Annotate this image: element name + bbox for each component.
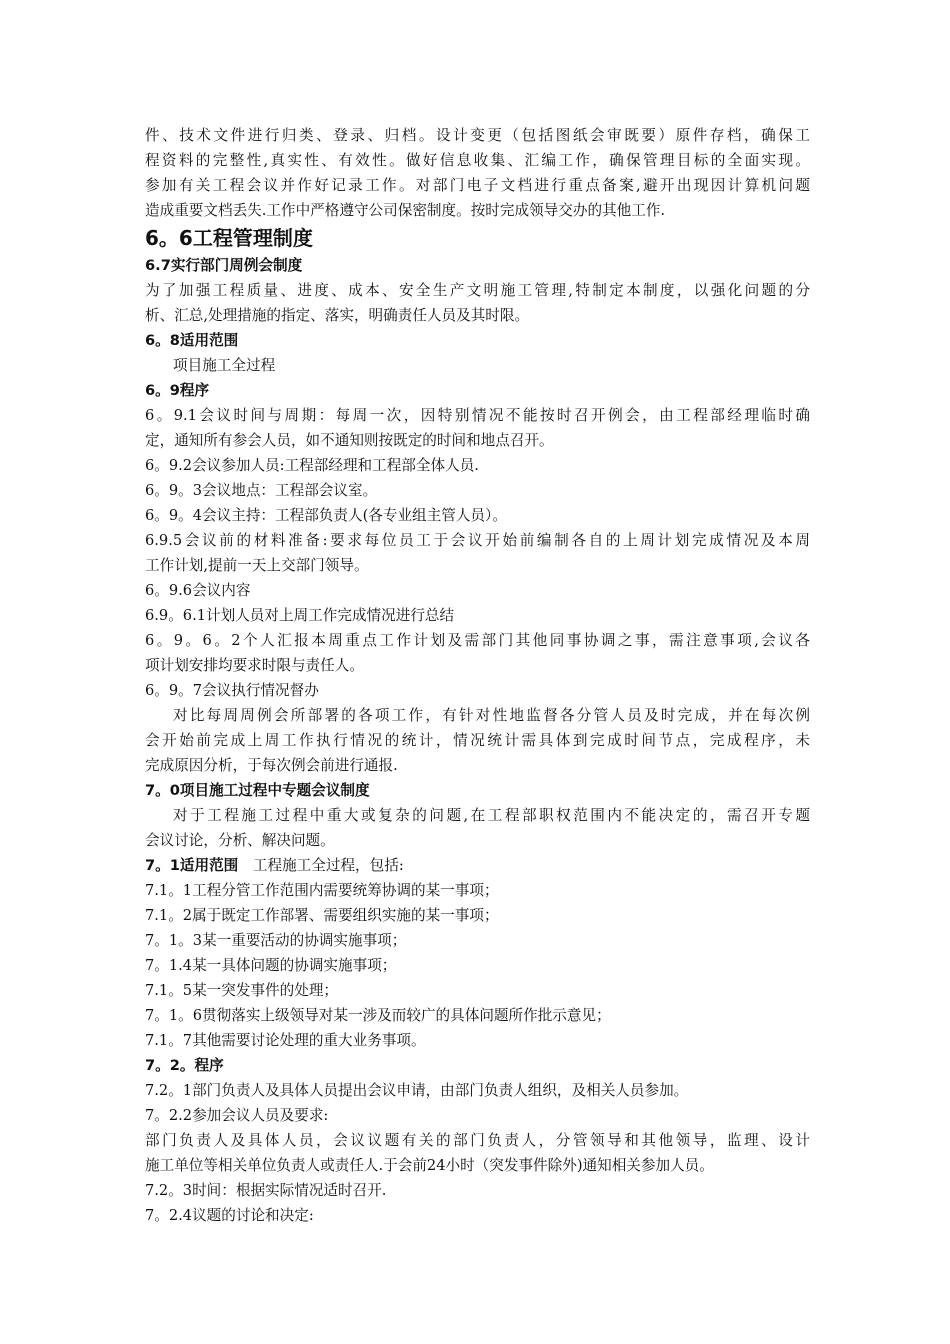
- section-heading-6-6: 6。6工程管理制度: [145, 226, 313, 250]
- section-heading-6-8: 6。8适用范围: [145, 332, 239, 349]
- list-item: 7.1。7其他需要讨论处理的重大业务事项。: [145, 1032, 426, 1049]
- paragraph-line: 6。9。4会议主持：工程部负责人(各专业组主管人员）。: [145, 507, 507, 524]
- paragraph-line: 对比每周周例会所部署的各项工作，有针对性地监督各分管人员及时完成，并在每次例: [173, 707, 810, 724]
- paragraph-line: 定，通知所有参会人员，如不通知则按既定的时间和地点召开。: [145, 432, 554, 449]
- document-page: [145, 123, 810, 1228]
- intro-line: 程资料的完整性,真实性、有效性。做好信息收集、汇编工作，确保管理目标的全面实现。: [145, 152, 810, 169]
- paragraph-line: 6。9.1会议时间与周期：每周一次，因特别情况不能按时召开例会，由工程部经理临时确: [145, 407, 810, 424]
- section-heading-7-2: 7。2。程序: [145, 1057, 224, 1074]
- paragraph-line: 项目施工全过程: [173, 357, 276, 374]
- list-item: 7.1。5某一突发事件的处理；: [145, 982, 339, 999]
- paragraph-line: 对于工程施工过程中重大或复杂的问题,在工程部职权范围内不能决定的，需召开专题: [173, 807, 810, 824]
- paragraph-line: 6.9.5会议前的材料准备:要求每位员工于会议开始前编制各自的上周计划完成情况及本周: [145, 532, 810, 549]
- paragraph-line: 会议讨论，分析、解决问题。: [145, 832, 335, 849]
- paragraph-line: 为了加强工程质量、进度、成本、安全生产文明施工管理,特制定本制度，以强化问题的分: [145, 282, 810, 299]
- paragraph-line: 施工单位等相关单位负责人或责任人.于会前24小时（突发事件除外)通知相关参加人员。: [145, 1157, 714, 1174]
- paragraph-text: 工程施工全过程，包括:: [238, 857, 404, 874]
- paragraph-line: 7.2。3时间：根据实际情况适时召开.: [145, 1182, 387, 1199]
- section-heading-7-0: 7。0项目施工过程中专题会议制度: [145, 782, 370, 799]
- section-heading-6-7: 6.7实行部门周例会制度: [145, 257, 303, 274]
- list-item: 7.1。2属于既定工作部署、需要组织实施的某一事项；: [145, 907, 499, 924]
- paragraph-line: 6。9.2会议参加人员:工程部经理和工程部全体人员.: [145, 457, 479, 474]
- paragraph-line: 7。2.2参加会议人员及要求:: [145, 1107, 329, 1124]
- section-heading-7-1: 7。1适用范围: [145, 857, 239, 874]
- paragraph-line: 7.2。1部门负责人及具体人员提出会议申请，由部门负责人组织，及相关人员参加。: [145, 1082, 689, 1099]
- paragraph-line: 析、汇总,处理措施的指定、落实，明确责任人员及其时限。: [145, 307, 530, 324]
- paragraph-line: 7。2.4议题的讨论和决定:: [145, 1207, 314, 1224]
- paragraph-line: 6。9。6。2个人汇报本周重点工作计划及需部门其他同事协调之事，需注意事项,会议各: [145, 632, 810, 649]
- intro-line: 参加有关工程会议并作好记录工作。对部门电子文档进行重点备案,避开出现因计算机问题: [145, 177, 810, 194]
- intro-line: 造成重要文档丢失.工作中严格遵守公司保密制度。按时完成领导交办的其他工作.: [145, 202, 666, 219]
- paragraph-line: 项计划安排均要求时限与责任人。: [145, 657, 364, 674]
- intro-line: 件、技术文件进行归类、登录、归档。设计变更（包括图纸会审既要）原件存档，确保工: [145, 127, 810, 144]
- paragraph-line: 完成原因分析，于每次例会前进行通报.: [145, 757, 398, 774]
- list-item: 7.1。1工程分管工作范围内需要统筹协调的某一事项；: [145, 882, 499, 899]
- paragraph-line: 部门负责人及具体人员，会议议题有关的部门负责人，分管领导和其他领导，监理、设计: [145, 1132, 810, 1149]
- paragraph-line: 工作计划,提前一天上交部门领导。: [145, 557, 369, 574]
- section-heading-6-9: 6。9程序: [145, 382, 210, 399]
- list-item: 7。1.4某一具体问题的协调实施事项；: [145, 957, 397, 974]
- section-heading-7-1-line: [145, 853, 810, 878]
- paragraph-line: 6。9。7会议执行情况督办: [145, 682, 319, 699]
- list-item: 7。1。6贯彻落实上级领导对某一涉及而较广的具体问题所作批示意见；: [145, 1007, 611, 1024]
- list-item: 7。1。3某一重要活动的协调实施事项；: [145, 932, 407, 949]
- paragraph-line: 6。9.6会议内容: [145, 582, 251, 599]
- paragraph-line: 会开始前完成上周工作执行情况的统计，情况统计需具体到完成时间节点，完成程序，未: [145, 732, 810, 749]
- paragraph-line: 6.9。6.1计划人员对上周工作完成情况进行总结: [145, 607, 455, 624]
- paragraph-line: 6。9。3会议地点：工程部会议室。: [145, 482, 378, 499]
